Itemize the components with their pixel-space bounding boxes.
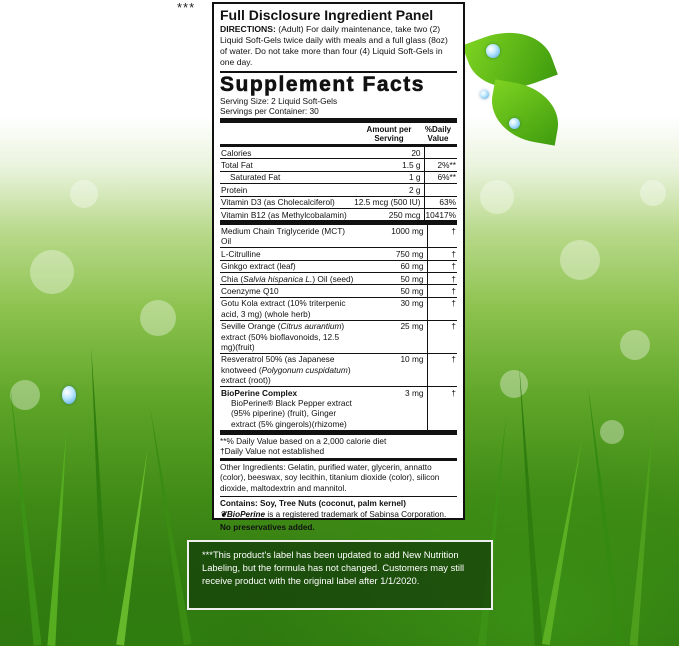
nutrient-amount: 20 (352, 147, 424, 159)
ingredient-name (220, 353, 355, 386)
ingredient-row (220, 353, 457, 386)
ingredient-amount: 50 mg (355, 273, 427, 285)
leaf-icon (486, 79, 564, 145)
ingredient-name-part: Seville Orange ( (221, 321, 281, 332)
nutrient-daily-value: 63% (424, 196, 457, 208)
ingredient-amount: 30 mg (355, 297, 427, 320)
ingredient-name: L-Citrulline (220, 248, 355, 260)
serving-size: Serving Size: 2 Liquid Soft-Gels (220, 96, 338, 106)
nutrient-daily-value: 2%** (424, 159, 457, 171)
ingredient-name: Medium Chain Triglyceride (MCT) Oil (221, 225, 346, 247)
nutrient-name: Calories (221, 147, 252, 158)
nutrients-table (220, 147, 457, 220)
ingredient-latin-name: Citrus aurantium (280, 321, 342, 332)
nutrient-amount: 2 g (352, 184, 424, 196)
ingredient-daily-value: † (427, 320, 457, 353)
ingredient-name: Coenzyme Q10 (220, 285, 355, 297)
panel-title: Full Disclosure Ingredient Panel (220, 7, 434, 23)
trademark-line (220, 509, 457, 521)
ingredient-row (220, 248, 457, 260)
ingredient-row (220, 260, 457, 272)
ingredient-daily-value: † (427, 260, 457, 272)
water-drop-icon (486, 44, 500, 58)
nutrient-amount: 12.5 mcg (500 IU) (352, 196, 424, 208)
ingredient-name-part: Resveratrol 50% (as Japanese knotweed ( (221, 354, 335, 375)
nutrient-row (220, 184, 457, 196)
ingredient-amount: 50 mg (355, 285, 427, 297)
directions (220, 24, 457, 68)
supplement-facts-title: Supplement Facts (220, 73, 425, 96)
nutrient-row (220, 171, 457, 183)
contains-allergens: Contains: Soy, Tree Nuts (coconut, palm kernel) (220, 498, 406, 508)
ingredient-daily-value: † (427, 273, 457, 285)
ingredient-amount: 3 mg (355, 387, 427, 430)
water-drop-icon (62, 386, 76, 404)
ingredient-latin-name: Polygonum cuspidatum (261, 364, 348, 375)
nutrient-name: Vitamin B12 (as Methylcobalamin) (220, 209, 352, 221)
ingredient-amount: 60 mg (355, 260, 427, 272)
ingredient-row (220, 285, 457, 297)
ingredient-complex-name: BioPerine Complex (221, 387, 298, 398)
label-update-notice: ***This product's label has been updated to add New Nutrition Labeling, but the formula has not changed. Customers may still receive product with the original label after 1/1/2020. (187, 540, 493, 610)
footnotes (220, 435, 457, 458)
water-drop-icon (480, 90, 489, 99)
bioperine-logo: ❦BioPerine (220, 510, 266, 520)
ingredient-name-part: ) extract (50% bioflavonoids, 12.5 mg)(fruit) (221, 321, 345, 352)
ingredient-daily-value: † (427, 387, 457, 430)
ingredient-name: Ginkgo extract (leaf) (220, 260, 355, 272)
ingredient-daily-value: † (427, 297, 457, 320)
ingredient-daily-value: † (451, 225, 456, 236)
nutrient-name: Total Fat (220, 159, 352, 171)
ingredient-row (220, 320, 457, 353)
ingredient-row (220, 273, 457, 285)
ingredient-row (220, 297, 457, 320)
nutrient-row (220, 159, 457, 171)
note-daily-value: **% Daily Value based on a 2,000 calorie diet (220, 435, 387, 446)
other-ingredients: Other Ingredients: Gelatin, purified water, glycerin, annatto (color), beeswax, soy lecithin, titanium dioxide (color), silicon dioxide, maltodextrin and mannitol. (220, 462, 440, 493)
ingredient-name-part: Chia ( (221, 273, 244, 284)
column-header (220, 123, 457, 144)
nutrient-daily-value: 6%** (424, 171, 457, 183)
nutrient-row (220, 209, 457, 221)
ingredient-name (220, 273, 355, 285)
servings-per-container: Servings per Container: 30 (220, 106, 319, 116)
nutrient-row (220, 147, 457, 159)
ingredient-latin-name: Salvia hispanica L. (243, 273, 313, 284)
ingredient-daily-value: † (427, 248, 457, 260)
nutrient-amount: 1 g (352, 171, 424, 183)
trademark-text: is a registered trademark of Sabinsa Corporation. (267, 510, 447, 520)
ingredient-name (220, 320, 355, 353)
nutrient-amount: 1.5 g (352, 159, 424, 171)
ingredient-amount: 750 mg (355, 248, 427, 260)
ingredient-name: Gotu Kola extract (10% triterpenic acid, 3 mg) (whole herb) (220, 297, 355, 320)
nutrient-row (220, 196, 457, 208)
nutrient-name: Vitamin D3 (as Cholecalciferol) (220, 196, 352, 208)
nutrient-daily-value (424, 147, 457, 159)
water-drop-icon (509, 118, 520, 129)
nutrient-amount: 250 mcg (352, 209, 424, 221)
ingredients-table (220, 225, 457, 429)
no-preservatives: No preservatives added. (220, 522, 315, 532)
nutrient-daily-value: 10417% (425, 209, 456, 220)
directions-text: (Adult) For daily maintenance, take two (2) Liquid Soft-Gels twice daily with meals and a full glass (8oz) of water. Do not take more than four (4) Liquid Soft-Gels in one day. (220, 24, 448, 67)
ingredient-row (220, 387, 457, 430)
ingredient-daily-value: † (427, 353, 457, 386)
ingredient-amount: 10 mg (355, 353, 427, 386)
nutrient-name: Protein (220, 184, 352, 196)
ingredient-amount: 25 mg (355, 320, 427, 353)
ingredient-name-part: ) extract (root)) (221, 364, 351, 386)
nutrient-name: Saturated Fat (220, 171, 352, 183)
ingredient-complex-detail: BioPerine® Black Pepper extract (95% piperine) (fruit), Ginger extract (5% gingerols)(rhizome) (231, 398, 352, 429)
label-update-asterisks: *** (177, 0, 196, 15)
ingredient-name (220, 387, 355, 430)
ingredient-row (220, 225, 457, 247)
ingredient-amount: 1000 mg (355, 225, 427, 247)
column-amount: Amount per Serving (366, 125, 412, 143)
ingredient-panel (212, 2, 465, 532)
nutrient-daily-value (424, 184, 457, 196)
ingredient-name-part: ) Oil (seed) (312, 273, 354, 284)
column-daily-value: %Daily Value (424, 125, 452, 143)
note-dagger: †Daily Value not established (220, 446, 325, 457)
directions-label: DIRECTIONS: (220, 24, 276, 34)
ingredient-daily-value: † (427, 285, 457, 297)
